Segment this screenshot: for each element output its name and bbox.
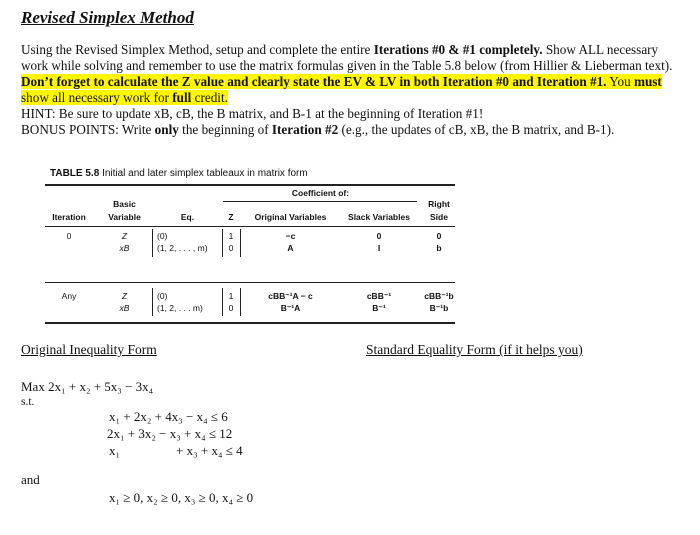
col-basic-2: Variable [108, 212, 141, 222]
bonus-text: BONUS POINTS: Write only the beginning of Iteration #2 (e.g., the updates of cB, xB, the B matrix, and B-1). [21, 122, 615, 137]
instructions-paragraph [21, 42, 686, 106]
row1-z-2: 0 [228, 303, 234, 313]
row1-slack-2: B⁻¹ [372, 303, 386, 313]
instr-highlight-work: You must show all necessary work for full credit. [21, 74, 662, 105]
col-slack: Slack Variables [348, 212, 410, 222]
row1-basic-1: Z [121, 291, 128, 301]
constraint-3-rest: + x₃ + x₄ ≤ 4 [176, 443, 243, 458]
row0-rhs-1: 0 [436, 231, 442, 241]
row1-basic-2: xB [119, 303, 130, 313]
col-z: Z [228, 212, 234, 222]
instr-text-2: Show ALL necessary work while solving and remember to use the matrix formulas given in the Table 5.8 below (from Hillier & Lieberman text). [21, 42, 673, 73]
sep-z-0 [222, 229, 223, 257]
row0-basic-2: xB [119, 243, 130, 253]
sep-z-1 [222, 288, 223, 316]
row1-rhs-2: B⁻¹b [429, 303, 449, 313]
original-form-heading: Original Inequality Form [21, 342, 157, 357]
constraint-3-x1: x₁ [109, 443, 121, 458]
standard-form-heading: Standard Equality Form (if it helps you) [366, 342, 583, 357]
row0-orig-1: −c [285, 231, 296, 241]
row0-z-2: 0 [228, 243, 234, 253]
coeff-header: Coefficient of: [291, 188, 350, 198]
row0-eq-2: (1, 2, . . . , m) [157, 243, 208, 253]
row0-iteration: 0 [66, 231, 72, 241]
constraint-1: x₁ + 2x₂ + 4x₃ − x₄ ≤ 6 [109, 409, 228, 424]
row0-slack-1: 0 [376, 231, 382, 241]
row0-z-1: 1 [228, 231, 234, 241]
col-eq: Eq. [180, 212, 195, 222]
row1-orig-1: cBB⁻¹A − c [268, 291, 313, 301]
constraint-2: 2x₁ + 3x₂ − x₃ + x₄ ≤ 12 [107, 426, 233, 441]
table-caption: TABLE 5.8 Initial and later simplex tableaux in matrix form [50, 168, 308, 179]
and-label: and [21, 472, 40, 487]
subject-to: s.t. [21, 396, 35, 408]
row1-orig-2: B⁻¹A [280, 303, 301, 313]
table-top-rule [45, 184, 455, 186]
col-iteration: Iteration [52, 212, 86, 222]
row1-rhs-1: cBB⁻¹b [424, 291, 454, 301]
row0-eq-1: (0) [157, 231, 168, 241]
table-bottom-rule [45, 322, 455, 324]
row1-z-1: 1 [228, 291, 234, 301]
sep-eq-0 [152, 229, 153, 257]
row1-eq-1: (0) [157, 291, 168, 301]
row1-iteration: Any [61, 291, 77, 301]
instr-highlight-z: Don’t forget to calculate the Z value and clearly state the EV & LV in both Iteration #0 and Iteration #1. [21, 74, 607, 89]
row0-basic-1: Z [121, 231, 128, 241]
col-original: Original Variables [254, 212, 327, 222]
nonnegativity: x₁ ≥ 0, x₂ ≥ 0, x₃ ≥ 0, x₄ ≥ 0 [109, 490, 254, 505]
row0-orig-2: A [287, 243, 294, 253]
coeff-rule [223, 201, 417, 202]
hint-text: HINT: Be sure to update xB, cB, the B matrix, and B-1 at the beginning of Iteration #1! [21, 106, 484, 121]
instr-text-1: Using the Revised Simplex Method, setup and complete the entire [21, 42, 374, 57]
objective-function: Max 2x₁ + x₂ + 5x₃ − 3x₄ [21, 379, 154, 394]
col-basic-1: Basic [113, 199, 136, 209]
row0-slack-2: I [377, 243, 381, 253]
col-rhs-1: Right [428, 199, 450, 209]
instr-iterations: Iterations #0 & #1 completely. [373, 42, 543, 57]
page-title: Revised Simplex Method [21, 8, 194, 27]
row1-eq-2: (1, 2, . . . m) [157, 303, 203, 313]
header-rule [45, 226, 455, 227]
row-divider [45, 282, 455, 283]
sep-orig-0 [240, 229, 241, 257]
col-rhs-2: Side [430, 212, 448, 222]
row0-rhs-2: b [436, 243, 442, 253]
instructions [21, 42, 686, 138]
sep-orig-1 [240, 288, 241, 316]
sep-eq-1 [152, 288, 153, 316]
row1-slack-1: cBB⁻¹ [366, 291, 392, 301]
